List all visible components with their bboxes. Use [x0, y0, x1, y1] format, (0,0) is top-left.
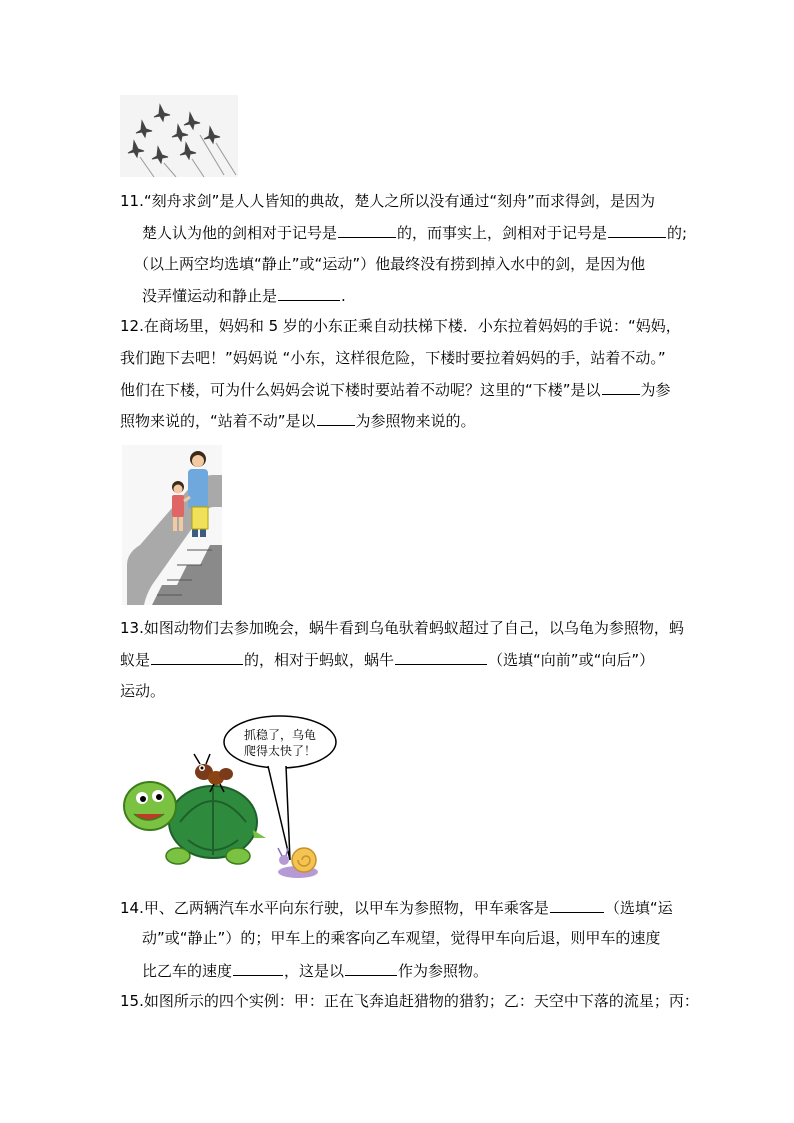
q12-text: 为参: [640, 381, 671, 399]
q13-line-1: 13.如图动物们去参加晚会，蜗牛看到乌龟驮着蚂蚁超过了自己，以乌龟为参照物，蚂: [120, 619, 684, 637]
q13-line-2: [120, 649, 654, 670]
q13-text: 的，相对于蚂蚁，蜗牛: [244, 651, 395, 669]
answer-blank[interactable]: [151, 649, 243, 665]
q15-line-1: 15.如图所示的四个实例：甲：正在飞奔追赶猎物的猎豹；乙：天空中下落的流星；丙：: [120, 992, 699, 1010]
q12-line-4: [120, 410, 476, 431]
q14-text: ，这是以: [284, 962, 345, 980]
jets-formation-figure: [120, 95, 238, 177]
q13-text: 蚁是: [120, 651, 151, 669]
speech-bubble-line-2: 爬得太快了！: [244, 744, 317, 758]
answer-blank[interactable]: [608, 222, 666, 238]
q12-text: 为参照物来说的。: [355, 412, 476, 430]
q12-text: 照物来说的，“站着不动”是以: [120, 412, 316, 430]
q11-line-4: [142, 285, 346, 306]
q12-text: 他们在下楼，可为什么妈妈会说下楼时要站着不动呢？这里的“下楼”是以: [120, 381, 601, 399]
escalator-figure: [122, 445, 222, 605]
speech-bubble-line-1: 抓稳了，乌龟: [244, 728, 317, 742]
q13-line-3: 运动。: [120, 682, 166, 700]
q14-text: 14.甲、乙两辆汽车水平向东行驶，以甲车为参照物，甲车乘客是: [120, 899, 549, 917]
answer-blank[interactable]: [338, 222, 396, 238]
q11-text: 没弄懂运动和静止是: [142, 287, 278, 305]
q14-text: （选填“运: [604, 899, 673, 917]
answer-blank[interactable]: [602, 379, 640, 395]
q14-line-2: 动”或“静止”）的；甲车上的乘客向乙车观望，觉得甲车向后退，则甲车的速度: [142, 929, 661, 947]
answer-blank[interactable]: [278, 285, 340, 301]
q11-line-1: 11.“刻舟求剑”是人人皆知的典故，楚人之所以没有通过“刻舟”而求得剑，是因为: [120, 192, 655, 210]
q11-text: 的;: [667, 224, 688, 242]
q11-text: 的，而事实上，剑相对于记号是: [397, 224, 608, 242]
q14-text: 作为参照物。: [398, 962, 489, 980]
q11-text: 楚人认为他的剑相对于记号是: [142, 224, 338, 242]
q14-line-3: [142, 960, 488, 981]
q11-line-2: [142, 222, 687, 243]
answer-blank[interactable]: [345, 960, 397, 976]
q11-line-3: （以上两空均选填“静止”或“运动”）他最终没有捞到掉入水中的剑，是因为他: [134, 255, 646, 273]
q14-text: 比乙车的速度: [142, 962, 233, 980]
q11-text: .: [341, 287, 346, 305]
answer-blank[interactable]: [233, 960, 283, 976]
q12-line-3: [120, 379, 671, 400]
q13-text: （选填“向前”或“向后”）: [488, 651, 655, 669]
q12-line-2: 我们跑下去吧！”妈妈说 “小东，这样很危险，下楼时要拉着妈妈的手，站着不动。”: [120, 349, 666, 367]
q14-line-1: [120, 897, 673, 918]
answer-blank[interactable]: [395, 649, 487, 665]
q12-line-1: 12.在商场里，妈妈和 5 岁的小东正乘自动扶梯下楼．小东拉着妈妈的手说：“妈妈，: [120, 317, 681, 335]
answer-blank[interactable]: [317, 410, 355, 426]
answer-blank[interactable]: [550, 897, 604, 913]
